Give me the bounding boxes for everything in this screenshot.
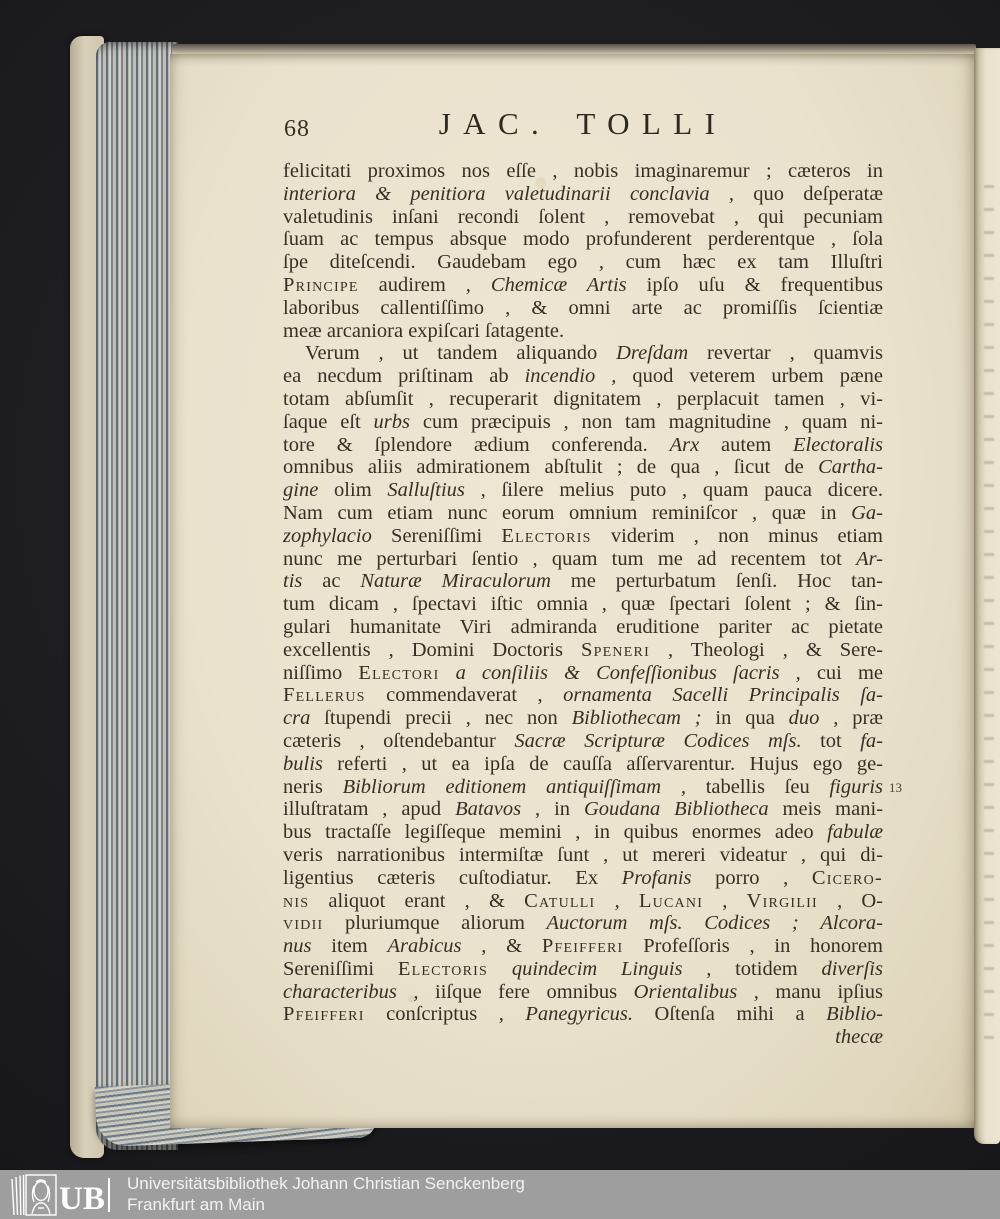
text-line: tore & ſplendore ædium conferenda. Arx autem Electoralis (283, 433, 883, 456)
page-number: 68 (284, 116, 310, 142)
text-line: felicitati proximos nos eſſe , nobis imaginaremur ; cæteros in (283, 160, 883, 182)
text-line: thecæ (835, 1026, 883, 1049)
text-line: Fellerus commendaverat , ornamenta Sacelli Principalis ſa- (283, 684, 883, 707)
text-line: cæteris , oſtendebantur Sacræ Scripturæ Codices mſs. tot fa- (283, 729, 883, 752)
text-line: ſpe diteſcendi. Gaudebam ego , cum hæc ex tam Illuſtri (283, 251, 883, 274)
text-line: nus item Arabicus , & Pfeifferi Profeſſoris , in honorem (283, 935, 883, 958)
text-line: ſuam ac tempus absque modo profunderent perderentque , ſola (283, 228, 883, 251)
footer-text (127, 1173, 525, 1215)
text-line: nis aliquot erant , & Catulli , Lucani , Virgilii , O- (283, 889, 883, 912)
text-line: tum dicam , ſpectavi iſtic omnia , quæ ſpectari ſolent ; & ſin- (283, 593, 883, 616)
text-line: veris narrationibus intermiſtæ ſunt , ut mereri videatur , qui di- (283, 843, 883, 866)
text-line: laboribus callentiſſimo , & omni arte ac promiſſis ſcientiæ (283, 296, 883, 319)
page-stack-edges (96, 42, 178, 1150)
text-line: excellentis , Domini Doctoris Speneri , Theologi , & Sere- (283, 638, 883, 661)
text-line: vidii pluriumque aliorum Auctorum mſs. Codices ; Alcora- (283, 912, 884, 935)
text-line: interiora & penitiora valetudinarii conclavia , quo deſperatæ (283, 182, 883, 205)
text-line: zophylacio Sereniſſimi Electoris viderim , non minus etiam (283, 524, 883, 547)
text-line: niſſimo Electori a conſiliis & Confeſſionibus ſacris , cui me (283, 661, 883, 684)
text-line: ea necdum priſtinam ab incendio , quod veterem urbem pæne (283, 365, 883, 388)
text-line: illuſtratam , apud Batavos , in Goudana Bibliotheca meis mani- (283, 798, 883, 821)
text-line: Nam cum etiam nunc eorum omnium reminiſcor , quæ in Ga- (283, 501, 883, 524)
text-line: nunc me perturbari ſentio , quam tum me ad recentem tot Ar- (283, 547, 883, 570)
text-line: Principe audirem , Chemicæ Artis ipſo uſu & frequentibus (283, 273, 884, 296)
ub-library-logo-icon (10, 1174, 114, 1216)
ghost-text-showthrough (984, 178, 994, 1058)
text-line: valetudinis inſani recondi ſolent , removebat , qui pecuniam (283, 205, 883, 228)
footer-line-institution: Universitätsbibliothek Johann Christian Senckenberg (127, 1174, 525, 1193)
text-line: gine olim Salluſtius , ſilere melius puto , quam pauca dicere. (283, 479, 883, 502)
scanned-page (170, 54, 976, 1128)
library-footer-banner (0, 1170, 1000, 1219)
running-header: JAC. TOLLI (438, 106, 728, 141)
text-line: Verum , ut tandem aliquando Dreſdam revertar , quamvis (305, 342, 883, 365)
text-line: meæ arcaniora expiſcari ſatagente. (283, 319, 565, 342)
text-line: Pfeifferi conſcriptus , Panegyricus. Oſtenſa mihi a Biblio- (283, 1003, 883, 1026)
text-line: tis ac Naturæ Miraculorum me perturbatum ſenſi. Hoc tan- (283, 570, 883, 593)
ub-logo-text: UB (59, 1181, 105, 1216)
text-line: ligentius cæteris cuſtodiatur. Ex Profanis porro , Cicero- (283, 866, 883, 889)
margin-note: 13 (889, 780, 902, 795)
text-line: ſaque eſt urbs cum præcipuis , non tam magnitudine , quam ni- (283, 410, 883, 433)
text-line: cra ſtupendi precii , nec non Bibliothecam ; in qua duo , præ (283, 707, 884, 730)
text-line: gulari humanitate Viri admiranda eruditione pariter ac pietate (283, 615, 883, 638)
next-page-edge (974, 48, 1000, 1144)
text-line: Sereniſſimi Electoris quindecim Linguis , totidem diverſis (283, 957, 883, 980)
text-block (283, 160, 883, 1049)
footer-line-city: Frankfurt am Main (127, 1195, 265, 1214)
text-line: characteribus , iiſque fere omnibus Orientalibus , manu ipſius (283, 980, 884, 1003)
text-line: bus tractaſſe legiſſeque memini , in quibus enormes adeo fabulæ (283, 821, 883, 844)
text-line: omnibus aliis admirationem abſtulit ; de qua , ſicut de Cartha- (283, 456, 883, 479)
text-line: totam abſumſit , recuperarit dignitatem , perplacuit tamen , vi- (283, 387, 883, 410)
text-line: neris Bibliorum editionem antiquiſſimam , tabellis ſeu figuris (283, 775, 883, 798)
text-line: bulis referti , ut ea ipſa de cauſſa aſſervarentur. Hujus ego ge- (283, 752, 883, 775)
